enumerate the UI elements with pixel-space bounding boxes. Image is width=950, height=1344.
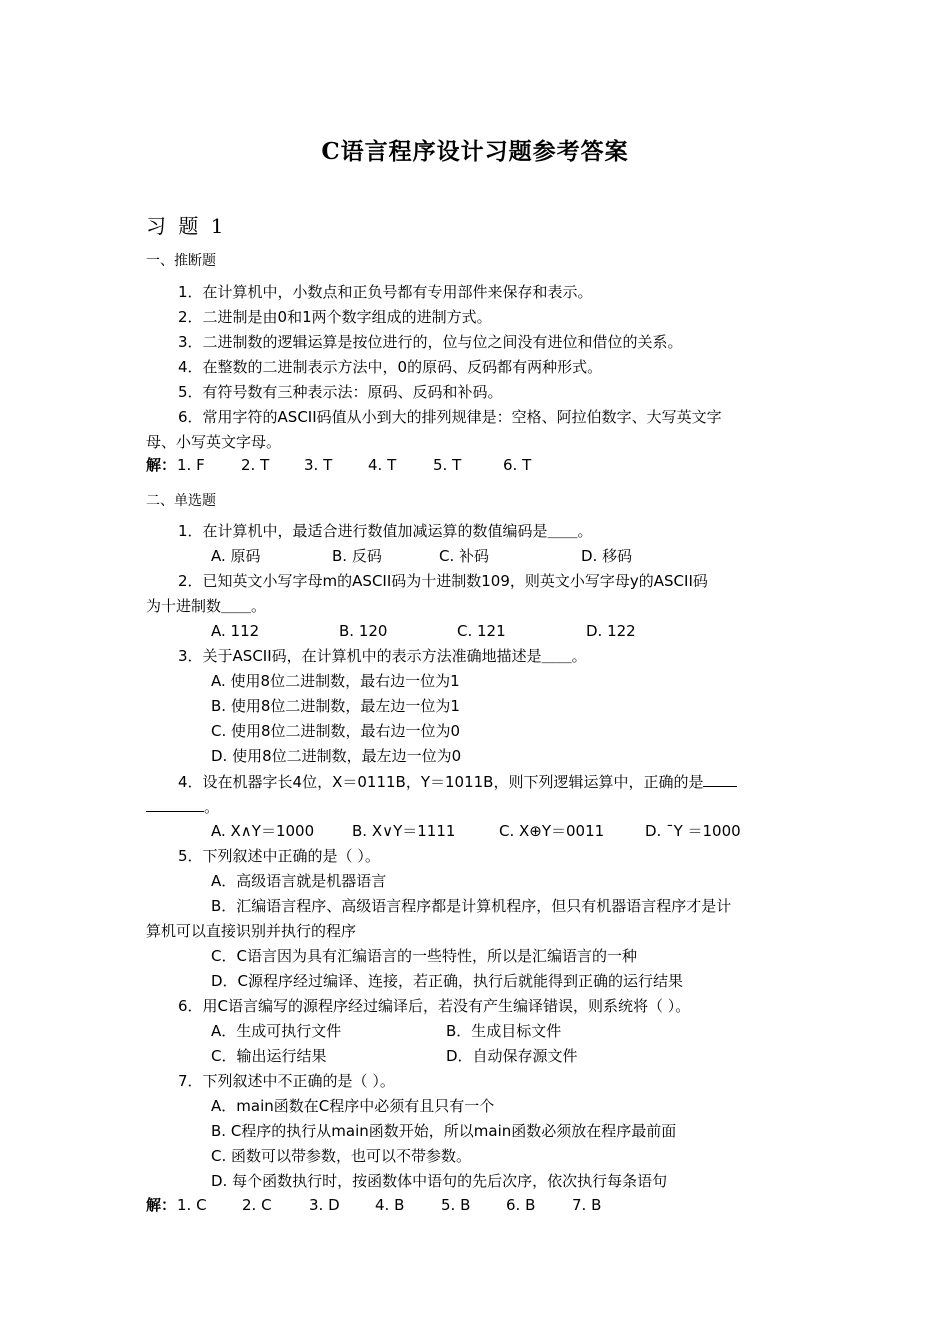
mc-question-4-cont — [146, 795, 219, 817]
mc-answer-6: 6. B — [506, 1196, 536, 1214]
mc-question-2: 2．已知英文小写字母m的ASCII码为十进制数109，则英文小写字母y的ASCII码 — [178, 572, 708, 590]
mc-q4-options — [211, 820, 771, 842]
answer-label: 解： — [146, 1196, 177, 1214]
tf-question-6: 6．常用字符的ASCII码值从小到大的排列规律是：空格、阿拉伯数字、大写英文字 — [178, 408, 722, 426]
mc-q7-option-d: D. 每个函数执行时，按函数体中语句的先后次序，依次执行每条语句 — [211, 1172, 668, 1190]
option-d: D．自动保存源文件 — [446, 1047, 578, 1065]
mc-q3-option-b: B. 使用8位二进制数，最左边一位为1 — [211, 697, 460, 715]
mc-q5-option-a: A．高级语言就是机器语言 — [211, 872, 387, 890]
mc-q3-option-d: D. 使用8位二进制数，最左边一位为0 — [211, 747, 462, 765]
mc-answer-row — [146, 1194, 706, 1216]
mc-question-7: 7．下列叙述中不正确的是（ ）。 — [178, 1072, 395, 1090]
mc-question-4 — [178, 770, 737, 792]
option-b: B. 反码 — [332, 547, 382, 565]
mc-q7-option-b: B. C程序的执行从main函数开始，所以main函数必须放在程序最前面 — [211, 1122, 677, 1140]
mc-question-5: 5．下列叙述中正确的是（ ）。 — [178, 847, 380, 865]
option-a: A．生成可执行文件 — [211, 1022, 342, 1040]
mc-answer-7: 7. B — [572, 1196, 602, 1214]
tf-answer-6: 6. T — [503, 456, 532, 474]
chapter-heading: 习 题 1 — [146, 214, 227, 238]
mc-answer-1: 1. C — [177, 1196, 207, 1214]
mc-q5-option-c: C．C语言因为具有汇编语言的一些特性，所以是汇编语言的一种 — [211, 947, 637, 965]
mc-answer-2: 2. C — [242, 1196, 272, 1214]
tf-question-3: 3．二进制数的逻辑运算是按位进行的，位与位之间没有进位和借位的关系。 — [178, 333, 683, 351]
option-c: C．输出运行结果 — [211, 1047, 327, 1065]
option-c: C. 补码 — [439, 547, 490, 565]
tf-question-4: 4．在整数的二进制表示方法中，0的原码、反码都有两种形式。 — [178, 358, 603, 376]
option-b: B．生成目标文件 — [446, 1022, 562, 1040]
option-c: C. 121 — [457, 622, 506, 640]
option-d: D. 122 — [586, 622, 636, 640]
tf-answer-3: 3. T — [304, 456, 333, 474]
tf-answer-row — [146, 454, 646, 476]
mc-answer-3: 3. D — [309, 1196, 340, 1214]
option-d: D. ˉY ＝1000 — [645, 822, 741, 840]
mc-q7-option-a: A．main函数在C程序中必须有且只有一个 — [211, 1097, 495, 1115]
mc-q3-option-a: A. 使用8位二进制数，最右边一位为1 — [211, 672, 460, 690]
option-c: C. X⊕Y＝0011 — [499, 822, 605, 840]
mc-question-1: 1．在计算机中，最适合进行数值加减运算的数值编码是＿＿。 — [178, 522, 593, 540]
mc-q3-option-c: C. 使用8位二进制数，最右边一位为0 — [211, 722, 461, 740]
tf-answer-5: 5. T — [433, 456, 462, 474]
mc-question-3: 3．关于ASCII码，在计算机中的表示方法准确地描述是＿＿。 — [178, 647, 587, 665]
option-b: B. 120 — [339, 622, 388, 640]
mc-q1-options — [211, 545, 711, 567]
mc-question-2-cont: 为十进制数＿＿。 — [146, 597, 267, 615]
mc-q5-option-d: D．C源程序经过编译、连接，若正确，执行后就能得到正确的运行结果 — [211, 972, 684, 990]
section-heading-mc: 二、单选题 — [146, 493, 216, 509]
mc-question-4-text: 4．设在机器字长4位，X＝0111B，Y＝1011B，则下列逻辑运算中，正确的是 — [178, 773, 704, 791]
mc-answer-4: 4. B — [375, 1196, 405, 1214]
tf-question-2: 2．二进制是由0和1两个数字组成的进制方式。 — [178, 308, 492, 326]
tf-answer-2: 2. T — [241, 456, 270, 474]
answer-blank — [146, 795, 204, 812]
section-heading-tf: 一、推断题 — [146, 253, 216, 269]
mc-q5-option-b: B．汇编语言程序、高级语言程序都是计算机程序，但只有机器语言程序才是计 — [211, 897, 732, 915]
option-a: A. 112 — [211, 622, 260, 640]
mc-answer-5: 5. B — [441, 1196, 471, 1214]
mc-q2-options — [211, 620, 711, 642]
answer-blank — [703, 770, 737, 787]
document-title: C语言程序设计习题参考答案 — [321, 138, 629, 165]
tf-question-6-cont: 母、小写英文字母。 — [146, 433, 282, 451]
option-a: A. 原码 — [211, 547, 261, 565]
mc-q6-options-row2 — [211, 1045, 711, 1067]
tf-answer-4: 4. T — [368, 456, 397, 474]
tf-question-1: 1．在计算机中，小数点和正负号都有专用部件来保存和表示。 — [178, 283, 593, 301]
tf-question-5: 5．有符号数有三种表示法：原码、反码和补码。 — [178, 383, 503, 401]
mc-q5-option-b-cont: 算机可以直接识别并执行的程序 — [146, 922, 357, 940]
option-a: A. X∧Y＝1000 — [211, 822, 315, 840]
mc-question-6: 6．用C语言编写的源程序经过编译后，若没有产生编译错误，则系统将（ ）。 — [178, 997, 691, 1015]
answer-label: 解： — [146, 456, 177, 474]
mc-q6-options-row1 — [211, 1020, 711, 1042]
mc-q7-option-c: C. 函数可以带参数，也可以不带参数。 — [211, 1147, 472, 1165]
mc-question-4-end: 。 — [204, 798, 220, 816]
option-b: B. X∨Y＝1111 — [352, 822, 456, 840]
option-d: D. 移码 — [581, 547, 633, 565]
tf-answer-1: 1. F — [177, 456, 205, 474]
